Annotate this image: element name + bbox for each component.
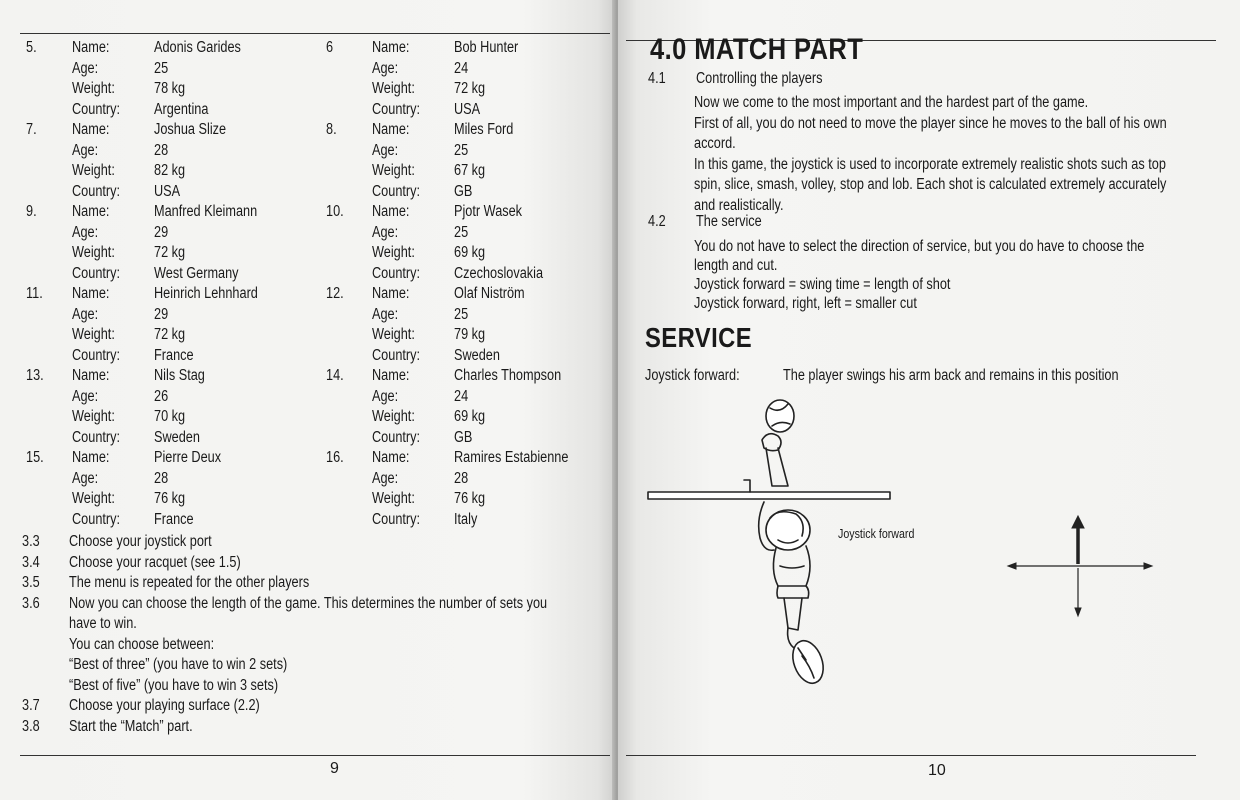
player-country-label: Country: (72, 100, 121, 118)
player-weight: 72 kg (154, 326, 186, 343)
player-weight-label: Weight: (372, 244, 415, 261)
player-name: Ramires Estabienne (454, 449, 569, 466)
right-page (618, 0, 1240, 800)
player-entry (26, 202, 316, 284)
player-number: 16. (326, 449, 344, 466)
body-line: First of all, you do not need to move the player since he moves to the ball of his own (694, 114, 1167, 132)
step-number: 3.8 (22, 717, 40, 735)
player-country: USA (154, 182, 181, 200)
player-weight: 67 kg (454, 162, 486, 179)
player-country: GB (454, 182, 473, 200)
body-line: length and cut. (694, 257, 778, 274)
player-age-label: Age: (72, 223, 99, 241)
left-page (0, 0, 616, 800)
player-weight-label: Weight: (72, 80, 115, 97)
player-weight-label: Weight: (72, 408, 115, 425)
service-label: Joystick forward: (645, 367, 740, 384)
player-entry (26, 366, 316, 448)
player-country: France (154, 510, 194, 528)
player-country-label: Country: (372, 346, 421, 364)
player-age-label: Age: (372, 305, 399, 323)
top-rule (20, 33, 610, 34)
player-name: Charles Thompson (454, 367, 562, 384)
step-text: The menu is repeated for the other players (69, 574, 310, 591)
step-text: have to win. (69, 615, 137, 632)
body-line: In this game, the joystick is used to incorporate extremely realistic shots such as top (694, 155, 1166, 173)
player-entry (26, 38, 316, 120)
service-description: The player swings his arm back and remains in this position (783, 367, 1119, 384)
figure-caption: Joystick forward (838, 526, 915, 541)
body-line: accord. (694, 135, 736, 152)
player-age: 25 (454, 141, 469, 159)
step-text: “Best of three” (you have to win 2 sets) (69, 656, 288, 673)
player-weight: 76 kg (154, 490, 186, 507)
player-number: 11. (26, 285, 43, 302)
player-name-label: Name: (72, 203, 110, 220)
player-entry (326, 38, 616, 120)
page-number: 10 (928, 762, 946, 779)
section-number: 4.1 (648, 70, 666, 87)
step-text: Now you can choose the length of the game. This determines the number of sets you (69, 594, 548, 612)
player-age: 25 (454, 223, 469, 241)
player-number: 13. (26, 367, 44, 384)
player-weight-label: Weight: (372, 80, 415, 97)
player-name-label: Name: (372, 39, 410, 56)
player-country: Czechoslovakia (454, 264, 544, 282)
player-entry (326, 120, 616, 202)
player-weight: 79 kg (454, 326, 486, 343)
section-heading: 4.0 MATCH PART (650, 33, 864, 66)
player-weight-label: Weight: (72, 326, 115, 343)
player-age-label: Age: (72, 387, 99, 405)
player-entry (26, 448, 316, 530)
step-number: 3.7 (22, 697, 40, 714)
player-country: USA (454, 100, 481, 118)
setup-step (22, 553, 602, 574)
player-weight-label: Weight: (372, 162, 415, 179)
player-age: 25 (154, 59, 169, 77)
setup-step (22, 532, 602, 553)
player-name: Joshua Slize (154, 121, 227, 138)
player-name: Pjotr Wasek (454, 203, 523, 220)
player-country: Argentina (154, 100, 209, 118)
player-name: Nils Stag (154, 367, 205, 384)
player-number: 15. (26, 449, 44, 466)
bottom-rule (626, 755, 1196, 756)
player-weight: 69 kg (454, 244, 486, 261)
bottom-rule (20, 755, 610, 756)
player-name-label: Name: (72, 39, 110, 56)
step-text: Choose your playing surface (2.2) (69, 697, 260, 714)
player-name: Heinrich Lehnhard (154, 285, 258, 302)
player-entry (26, 120, 316, 202)
player-name-label: Name: (372, 367, 410, 384)
player-age: 29 (154, 305, 169, 323)
player-country-label: Country: (72, 510, 121, 528)
player-name-label: Name: (372, 121, 410, 138)
body-line: Joystick forward = swing time = length of shot (694, 276, 951, 293)
player-name: Pierre Deux (154, 449, 222, 466)
step-text: Choose your racquet (see 1.5) (69, 553, 241, 571)
player-weight: 70 kg (154, 408, 186, 425)
body-line: spin, slice, smash, volley, stop and lob. Each shot is calculated extremely accurately (694, 176, 1167, 193)
player-entry (26, 284, 316, 366)
page-number: 9 (330, 760, 339, 777)
player-weight-label: Weight: (372, 408, 415, 425)
player-number: 7. (26, 121, 37, 138)
player-country: West Germany (154, 264, 239, 282)
player-number: 12. (326, 285, 344, 302)
player-name-label: Name: (372, 203, 410, 220)
player-age-label: Age: (372, 141, 399, 159)
player-weight-label: Weight: (72, 244, 115, 261)
player-weight-label: Weight: (72, 490, 115, 507)
player-age-label: Age: (72, 59, 99, 77)
player-entry (326, 284, 616, 366)
setup-step (22, 696, 602, 717)
player-age-label: Age: (372, 469, 399, 487)
step-number: 3.3 (22, 533, 40, 550)
player-weight-label: Weight: (372, 326, 415, 343)
body-line: Joystick forward, right, left = smaller cut (694, 295, 917, 312)
player-name-label: Name: (372, 285, 410, 302)
step-text: Start the “Match” part. (69, 717, 193, 735)
player-age-label: Age: (72, 305, 99, 323)
player-country-label: Country: (372, 428, 421, 446)
service-heading: SERVICE (645, 322, 753, 353)
step-text: Choose your joystick port (69, 533, 212, 550)
player-name-label: Name: (72, 121, 110, 138)
player-name: Adonis Garides (154, 39, 241, 56)
player-name-label: Name: (72, 367, 110, 384)
player-age: 28 (154, 469, 169, 487)
player-age: 25 (454, 305, 469, 323)
section-title: The service (696, 213, 762, 230)
player-name: Manfred Kleimann (154, 203, 258, 220)
setup-steps (22, 532, 602, 737)
player-name-label: Name: (372, 449, 410, 466)
player-entry (326, 448, 616, 530)
section-number: 4.2 (648, 213, 666, 230)
player-weight: 72 kg (454, 80, 486, 97)
player-weight: 82 kg (154, 162, 186, 179)
setup-step (22, 573, 602, 594)
player-number: 5. (26, 39, 37, 56)
player-country: Italy (454, 510, 478, 528)
player-weight: 78 kg (154, 80, 186, 97)
player-country-label: Country: (372, 182, 421, 200)
section-title: Controlling the players (696, 70, 823, 87)
step-number: 3.6 (22, 594, 40, 612)
player-weight: 72 kg (154, 244, 186, 261)
player-country-label: Country: (72, 428, 121, 446)
step-text: “Best of five” (you have to win 3 sets) (69, 676, 279, 694)
player-country: Sweden (454, 346, 500, 364)
player-country: Sweden (154, 428, 200, 446)
player-weight: 69 kg (454, 408, 486, 425)
player-age: 28 (154, 141, 169, 159)
body-line: and realistically. (694, 196, 784, 214)
player-weight-label: Weight: (372, 490, 415, 507)
player-country-label: Country: (372, 264, 421, 282)
body-line: You do not have to select the direction of service, but you do have to choose the (694, 238, 1145, 255)
player-number: 14. (326, 367, 344, 384)
joystick-direction-diagram (1006, 512, 1156, 618)
player-age-label: Age: (72, 469, 99, 487)
player-name-label: Name: (72, 285, 110, 302)
player-age: 24 (454, 59, 469, 77)
player-country-label: Country: (72, 264, 121, 282)
player-age-label: Age: (372, 223, 399, 241)
player-age: 29 (154, 223, 169, 241)
player-entry (326, 202, 616, 284)
player-country-label: Country: (72, 346, 121, 364)
player-number: 10. (326, 203, 344, 220)
setup-step (22, 717, 602, 738)
player-country: France (154, 346, 194, 364)
player-weight: 76 kg (454, 490, 486, 507)
player-number: 8. (326, 121, 337, 138)
step-text: You can choose between: (69, 635, 215, 653)
player-number: 6 (326, 39, 334, 56)
player-age: 28 (454, 469, 469, 487)
player-country-label: Country: (72, 182, 121, 200)
player-age-label: Age: (372, 387, 399, 405)
player-entry (326, 366, 616, 448)
player-name: Olaf Niström (454, 285, 525, 302)
player-country-label: Country: (372, 510, 421, 528)
player-name: Miles Ford (454, 121, 514, 138)
player-name-label: Name: (72, 449, 110, 466)
step-number: 3.4 (22, 553, 40, 571)
player-country: GB (454, 428, 473, 446)
setup-step (22, 594, 602, 697)
player-age-label: Age: (72, 141, 99, 159)
player-country-label: Country: (372, 100, 421, 118)
player-weight-label: Weight: (72, 162, 115, 179)
step-number: 3.5 (22, 574, 40, 591)
body-line: Now we come to the most important and the hardest part of the game. (694, 94, 1089, 111)
player-age: 26 (154, 387, 169, 405)
player-age-label: Age: (372, 59, 399, 77)
player-number: 9. (26, 203, 37, 220)
player-age: 24 (454, 387, 469, 405)
player-name: Bob Hunter (454, 39, 519, 56)
